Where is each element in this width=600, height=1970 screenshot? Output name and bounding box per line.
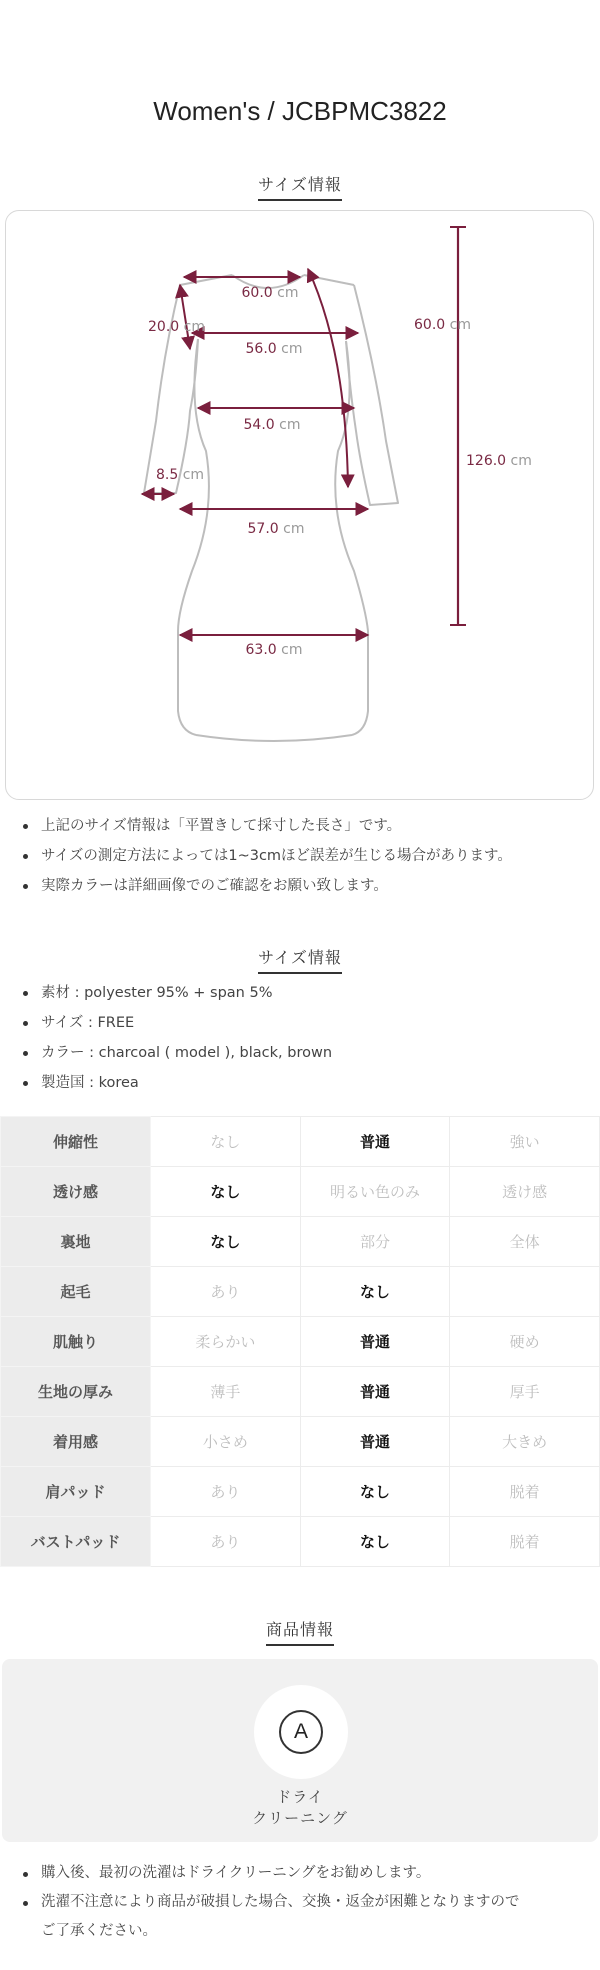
size-section-title-text: サイズ情報 (258, 172, 342, 201)
measure-labels (148, 285, 532, 658)
attribute-option-selected: 普通 (300, 1367, 450, 1417)
attribute-option: あり (151, 1467, 301, 1517)
attribute-option: なし (151, 1117, 301, 1167)
spec-material: 素材 : polyester 95% + span 5% (18, 978, 588, 1008)
size-diagram (5, 210, 594, 800)
attribute-option-selected: なし (300, 1467, 450, 1517)
spec-origin: 製造国 : korea (18, 1068, 588, 1098)
attribute-option: 大きめ (450, 1417, 600, 1467)
attribute-row (1, 1267, 600, 1317)
care-note: 洗濯不注意により商品が破損した場合、交換・返金が困難となりますので (18, 1888, 588, 1917)
spec-size: サイズ : FREE (18, 1008, 588, 1038)
attribute-label: バストパッド (1, 1517, 151, 1567)
attribute-label: 透け感 (1, 1167, 151, 1217)
attribute-option-selected: なし (151, 1217, 301, 1267)
attribute-option: あり (151, 1267, 301, 1317)
attribute-row (1, 1367, 600, 1417)
dry-clean-icon: A (279, 1710, 323, 1754)
size-note: 上記のサイズ情報は「平置きして採寸した長さ」です。 (18, 811, 588, 841)
attribute-label: 肩パッド (1, 1467, 151, 1517)
cuff-label: 8.5 cm (156, 467, 205, 483)
info-section-title-text: サイズ情報 (258, 945, 342, 974)
size-note: サイズの測定方法によっては1~3cmほど誤差が生じる場合があります。 (18, 841, 588, 871)
chest-label: 56.0 cm (245, 341, 303, 357)
care-note: 購入後、最初の洗濯はドライクリーニングをお勧めします。 (18, 1859, 588, 1888)
right-sleeve (346, 285, 398, 505)
attribute-option-selected: なし (151, 1167, 301, 1217)
attribute-row (1, 1117, 600, 1167)
care-label-line2: クリーニング (252, 1809, 348, 1827)
attribute-option: 柔らかい (151, 1317, 301, 1367)
attribute-row (1, 1317, 600, 1367)
body-left (178, 339, 209, 735)
attribute-option: 強い (450, 1117, 600, 1167)
armhole-label: 20.0 cm (148, 319, 205, 335)
product-section-title (0, 1617, 600, 1646)
care-label-line1: ドライ (276, 1788, 324, 1806)
attribute-row (1, 1517, 600, 1567)
attribute-label: 起毛 (1, 1267, 151, 1317)
shoulder-label: 60.0 cm (241, 285, 299, 301)
page-title: Women's / JCBPMC3822 (153, 96, 447, 126)
attribute-row (1, 1167, 600, 1217)
care-note-continued: ご了承ください。 (41, 1923, 157, 1939)
care-box (2, 1659, 598, 1842)
attribute-label: 生地の厚み (1, 1367, 151, 1417)
care-icon-circle (254, 1685, 348, 1779)
attribute-option-selected: 普通 (300, 1317, 450, 1367)
attribute-row (1, 1217, 600, 1267)
attribute-table (0, 1116, 600, 1567)
product-section-title-text: 商品情報 (266, 1617, 334, 1646)
attribute-option: 全体 (450, 1217, 600, 1267)
attribute-option: 明るい色のみ (300, 1167, 450, 1217)
attribute-row (1, 1417, 600, 1467)
spec-color: カラー : charcoal ( model ), black, brown (18, 1038, 588, 1068)
attribute-option: 脱着 (450, 1517, 600, 1567)
size-section-title (0, 172, 600, 201)
waist-label: 54.0 cm (243, 417, 301, 433)
attribute-label: 着用感 (1, 1417, 151, 1467)
attribute-option-selected: 普通 (300, 1417, 450, 1467)
attribute-option: 部分 (300, 1217, 450, 1267)
care-notes (18, 1859, 588, 1946)
product-specs (18, 978, 588, 1098)
attribute-option (450, 1267, 600, 1317)
sleeve-label: 60.0 cm (414, 317, 471, 333)
attribute-row (1, 1467, 600, 1517)
attribute-label: 肌触り (1, 1317, 151, 1367)
armhole-line (180, 285, 190, 349)
attribute-label: 伸縮性 (1, 1117, 151, 1167)
attribute-option: あり (151, 1517, 301, 1567)
attribute-option: 硬め (450, 1317, 600, 1367)
attribute-option: 小さめ (151, 1417, 301, 1467)
attribute-option-selected: なし (300, 1267, 450, 1317)
hem (196, 735, 352, 741)
care-label (2, 1787, 598, 1829)
hip-label: 57.0 cm (247, 521, 305, 537)
attribute-option: 厚手 (450, 1367, 600, 1417)
left-sleeve (144, 285, 198, 493)
info-section-title (0, 945, 600, 974)
total-length-label: 126.0 cm (466, 453, 532, 469)
hem-label: 63.0 cm (245, 642, 303, 658)
attribute-option: 脱着 (450, 1467, 600, 1517)
attribute-label: 裏地 (1, 1217, 151, 1267)
dress-diagram (6, 211, 595, 801)
size-note: 実際カラーは詳細画像でのご確認をお願い致します。 (18, 871, 588, 901)
sleeve-line (308, 269, 348, 487)
size-notes (18, 811, 588, 901)
attribute-option: 薄手 (151, 1367, 301, 1417)
attribute-option: 透け感 (450, 1167, 600, 1217)
attribute-option-selected: 普通 (300, 1117, 450, 1167)
attribute-option-selected: なし (300, 1517, 450, 1567)
